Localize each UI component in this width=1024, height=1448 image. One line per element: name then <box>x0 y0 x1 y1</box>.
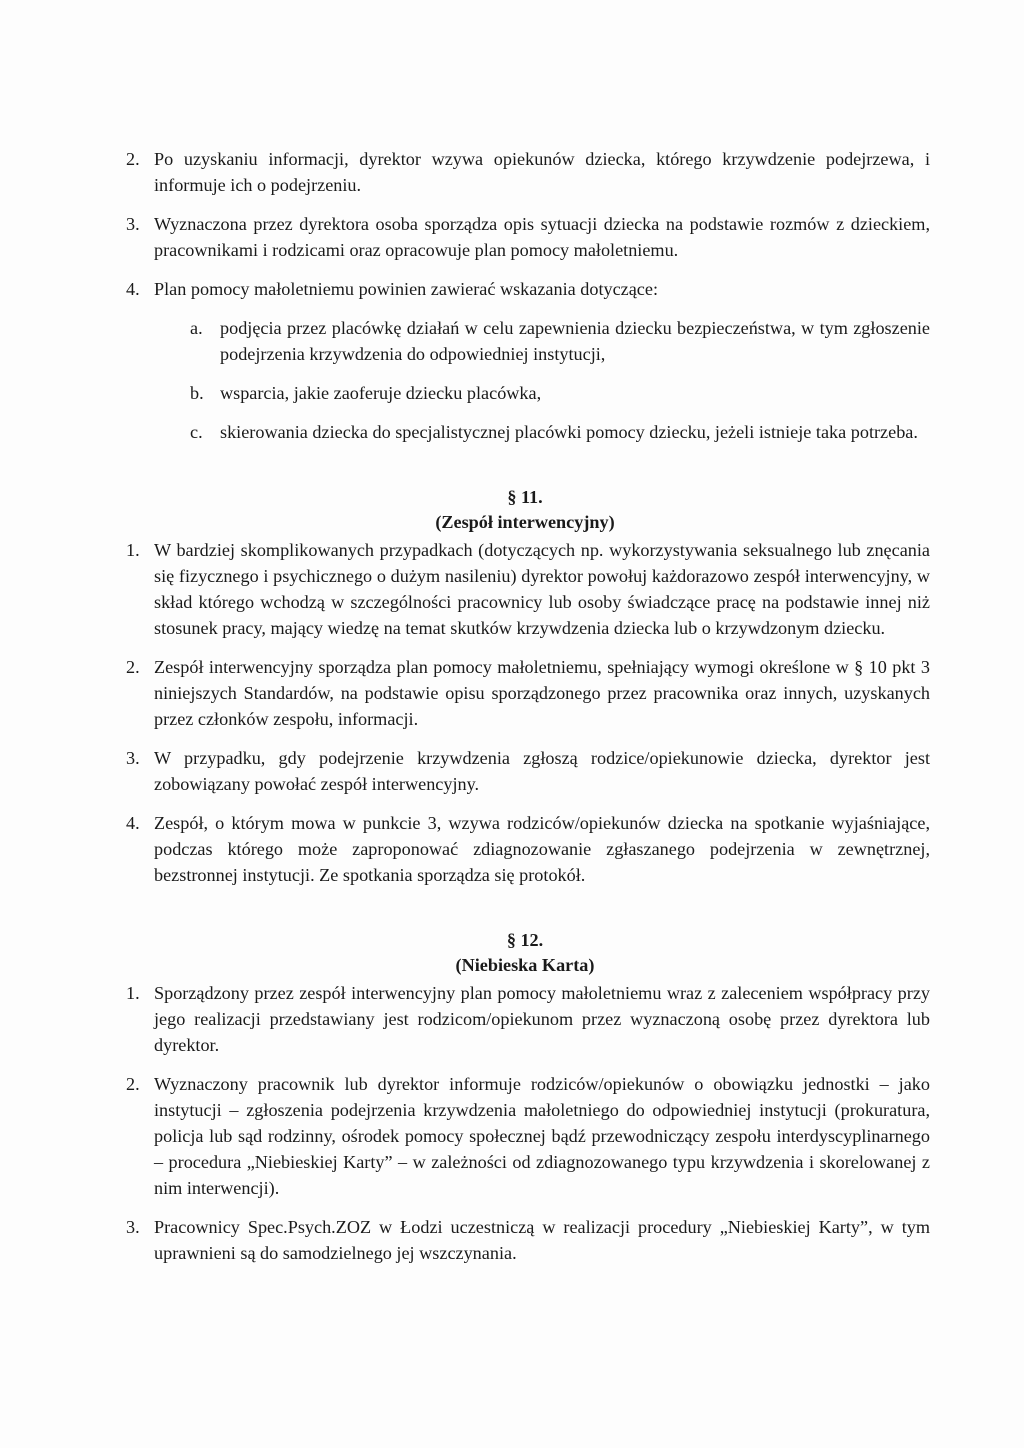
list-item <box>120 1071 930 1201</box>
item-number: 4. <box>126 279 140 299</box>
sub-list-item <box>154 380 930 406</box>
section-12-heading <box>120 928 930 978</box>
item-number: 3. <box>126 748 140 768</box>
item-text: Wyznaczony pracownik lub dyrektor informuje rodziców/opiekunów o obowiązku jednostki – jako instytucji – zgłoszenia podejrzenia krzywdzenia małoletniego do odpowiedniej instytucji (prokuratura, policja lub sąd rodzinny, ośrodek pomocy społecznej bądź przewodniczący zespołu interdyscyplinarnego – procedura „Niebieskiej Karty” – w zależności od zdiagnozowanego typu krzywdzenia i skorelowanej z nim interwencji). <box>154 1074 930 1198</box>
sub-item-letter: a. <box>190 318 203 338</box>
item-number: 1. <box>126 983 140 1003</box>
sub-item-letter: b. <box>190 383 204 403</box>
item-number: 2. <box>126 657 140 677</box>
section-number: § 12. <box>506 930 544 950</box>
sub-item-text: skierowania dziecka do specjalistycznej placówki pomocy dziecku, jeżeli istnieje taka potrzeba. <box>220 422 918 442</box>
item-text: W przypadku, gdy podejrzenie krzywdzenia zgłoszą rodzice/opiekunowie dziecka, dyrektor jest zobowiązany powołać zespół interwencyjny. <box>154 748 930 794</box>
section-title: (Niebieska Karta) <box>455 955 595 975</box>
item-text: Plan pomocy małoletniemu powinien zawierać wskazania dotyczące: <box>154 279 659 299</box>
sub-item-text: wsparcia, jakie zaoferuje dziecku placówka, <box>220 383 542 403</box>
intro-list <box>120 146 930 445</box>
item-number: 4. <box>126 813 140 833</box>
sub-list-item <box>154 419 930 445</box>
sub-list <box>154 315 930 445</box>
sub-item-text: podjęcia przez placówkę działań w celu zapewnienia dziecku bezpieczeństwa, w tym zgłoszenie podejrzenia krzywdzenia do odpowiedniej instytucji, <box>220 318 930 364</box>
sub-item-letter: c. <box>190 422 203 442</box>
item-number: 3. <box>126 214 140 234</box>
list-item <box>120 810 930 888</box>
item-number: 3. <box>126 1217 140 1237</box>
sub-list-item <box>154 315 930 367</box>
section-11-list <box>120 537 930 888</box>
section-number: § 11. <box>507 487 543 507</box>
item-text: Po uzyskaniu informacji, dyrektor wzywa opiekunów dziecka, którego krzywdzenie podejrzewa, i informuje ich o podejrzeniu. <box>154 149 930 195</box>
item-text: Wyznaczona przez dyrektora osoba sporządza opis sytuacji dziecka na podstawie rozmów z dzieckiem, pracownikami i rodzicami oraz opracowuje plan pomocy małoletniemu. <box>154 214 930 260</box>
list-item <box>120 146 930 198</box>
section-12-list <box>120 980 930 1266</box>
list-item <box>120 654 930 732</box>
page-content <box>120 146 930 1266</box>
item-text: Zespół, o którym mowa w punkcie 3, wzywa rodziców/opiekunów dziecka na spotkanie wyjaśniające, podczas którego może zaproponować zdiagnozowanie zgłaszanego podejrzenia w zewnętrznej, bezstronnej instytucji. Ze spotkania sporządza się protokół. <box>154 813 930 885</box>
item-number: 2. <box>126 149 140 169</box>
item-number: 1. <box>126 540 140 560</box>
section-11-heading <box>120 485 930 535</box>
section-title: (Zespół interwencyjny) <box>435 512 615 532</box>
item-number: 2. <box>126 1074 140 1094</box>
item-text: Sporządzony przez zespół interwencyjny plan pomocy małoletniemu wraz z zaleceniem współpracy przy jego realizacji przedstawiany jest rodzicom/opiekunom przez wyznaczoną osobę przez dyrektora lub dyrektor. <box>154 983 930 1055</box>
item-text: Pracownicy Spec.Psych.ZOZ w Łodzi uczestniczą w realizacji procedury „Niebieskiej Karty”, w tym uprawnieni są do samodzielnego jej wszczynania. <box>154 1217 930 1263</box>
list-item <box>120 980 930 1058</box>
list-item <box>120 745 930 797</box>
item-text: W bardziej skomplikowanych przypadkach (dotyczących np. wykorzystywania seksualnego lub znęcania się fizycznego i psychicznego o dużym nasileniu) dyrektor powołuj każdorazowo zespół interwencyjny, w skład którego wchodzą w szczególności pracownicy lub osoby świadczące pracę na podstawie innej niż stosunek pracy, mający wiedzę na temat skutków krzywdzenia dziecka lub o krzywdzonym dziecku. <box>154 540 930 638</box>
list-item <box>120 537 930 641</box>
item-text: Zespół interwencyjny sporządza plan pomocy małoletniemu, spełniający wymogi określone w § 10 pkt 3 niniejszych Standardów, na podstawie opisu sporządzonego przez pracownika oraz innych, uzyskanych przez członków zespołu, informacji. <box>154 657 930 729</box>
list-item <box>120 211 930 263</box>
list-item <box>120 1214 930 1266</box>
list-item <box>120 276 930 445</box>
